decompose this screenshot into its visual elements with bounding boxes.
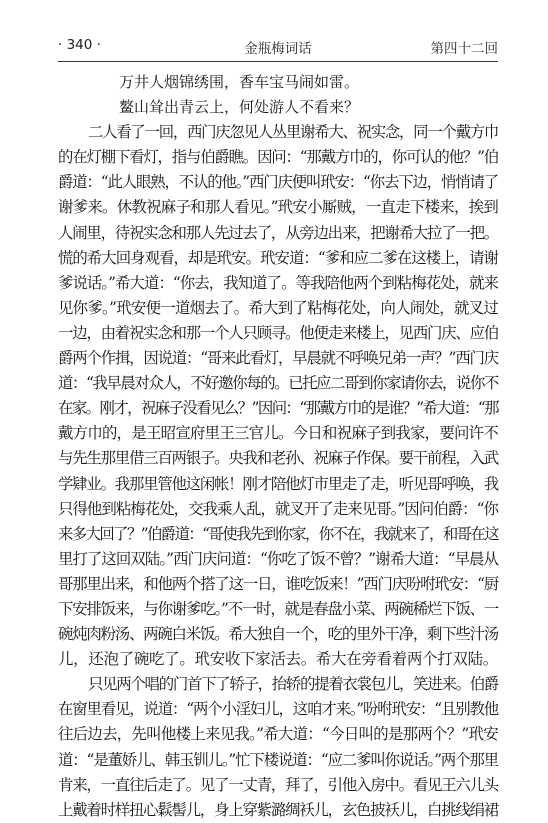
text-line: 儿，还泡了碗吃了。玳安收下家活去。希大在旁看着两个打双陆。 (58, 650, 498, 669)
text-line: 碗炖肉粉汤、两碗白米饭。希大独自一个，吃的里外干净，剩下些汁汤 (58, 625, 498, 644)
page-body (58, 70, 498, 823)
text-line: 谢爹来。休教祝麻子和那人看见。”玳安小厮贼，一直走下楼来，挨到 (58, 198, 499, 217)
text-line: 道：“是董娇儿、韩玉钏儿。”忙下楼说道：“应二爹叫你说话。”两个那里 (58, 750, 498, 769)
poem (58, 70, 498, 120)
text-line: 道：“我早晨对众人，不好邀你每的。已托应二哥到你家请你去，说你不 (58, 374, 498, 393)
text-line: 慌的希大回身观看，却是玳安。玳安道：“爹和应二爹在这楼上，请谢 (58, 248, 498, 267)
text-line: 与先生那里借三百两银子。央我和老孙、祝麻子作保。要干前程，入武 (58, 449, 498, 468)
text-line: 人闹里，待祝实念和那人先过去了，从旁边出来，把谢希大拉了一把。 (58, 223, 498, 242)
header-rule (58, 61, 498, 62)
text-line: 爹说话。”希大道：“你去，我知道了。等我陪他两个到粘梅花处，就来 (58, 273, 498, 292)
book-title: 金瓶梅词话 (244, 41, 312, 57)
text-line: 爵道：“此人眼熟，不认的他。”西门庆便叫玳安：“你去下边，悄悄请了 (58, 173, 499, 192)
text-line: 的在灯棚下看灯，指与伯爵瞧。因问：“那戴方巾的，你可认的他？”伯 (58, 148, 498, 167)
page-header (58, 37, 498, 59)
text-line: 只见两个唱的门首下了轿子，抬轿的提着衣裳包儿，笑进来。伯爵 (88, 675, 498, 694)
text-line: 来多大回了？”伯爵道：“哥使我先到你家，你不在，我就来了，和哥在这 (58, 524, 498, 543)
chapter-title: 第四十二回 (430, 41, 498, 57)
text-line: 二人看了一回，西门庆忽见人丛里谢希大、祝实念，同一个戴方巾 (88, 123, 498, 142)
text-line: 上戴着时样扭心鬏髻儿，身上穿紫潞绸袄儿，玄色披袄儿，白挑线绢裙 (58, 800, 498, 819)
text-line: 见你爹。”玳安便一道烟去了。希大到了粘梅花处，向人闹处，就叉过 (58, 298, 499, 317)
text-line: 里打了这回双陆。”西门庆问道：“你吃了饭不曾？”谢希大道：“早晨从 (58, 549, 499, 568)
text-line: 爵两个作揖，因说道：“哥来此看灯，早晨就不呼唤兄弟一声？”西门庆 (58, 349, 498, 368)
text-line: 戴方巾的，是王昭宣府里王三官儿。今日和祝麻子到我家，要问许不 (58, 424, 498, 443)
text-line: 一边，由着祝实念和那一个人只顾寻。他便走来楼上，见西门庆、应伯 (58, 323, 498, 342)
text-line: 在家。刚才，祝麻子没看见么？”因问：“那戴方巾的是谁？”希大道：“那 (58, 399, 498, 418)
text-line: 下安排饭来，与你谢爹吃。”不一时，就是春盘小菜、两碗稀烂下饭、一 (58, 599, 498, 618)
poem-line: 万井人烟锦绣围，香车宝马闹如雷。 (119, 73, 360, 91)
text-line: 在窗里看见，说道：“两个小淫妇儿，这咱才来。”吩咐玳安：“且别教他 (58, 700, 499, 719)
text-line: 哥那里出来，和他两个搭了这一日，谁吃饭来！”西门庆吩咐玳安：“厨 (58, 574, 498, 593)
paragraphs (58, 120, 498, 823)
page-number: · 340 · (58, 37, 101, 53)
text-line: 学肄业。我那里管他这闲帐！刚才陪他灯市里走了走，听见哥呼唤，我 (58, 474, 498, 493)
poem-line: 鳌山耸出青云上，何处游人不看来？ (119, 98, 360, 117)
text-line: 只得他到粘梅花处，交我乘人乱，就叉开了走来见哥。”因问伯爵：“你 (58, 499, 498, 518)
text-line: 肯来，一直往后走了。见了一丈青，拜了，引他入房中。看见王六儿头 (58, 775, 498, 794)
paragraph (58, 120, 498, 672)
paragraph (58, 672, 498, 823)
text-line: 往后边去，先叫他楼上来见我。”希大道：“今日叫的是那两个？”玳安 (58, 725, 498, 744)
